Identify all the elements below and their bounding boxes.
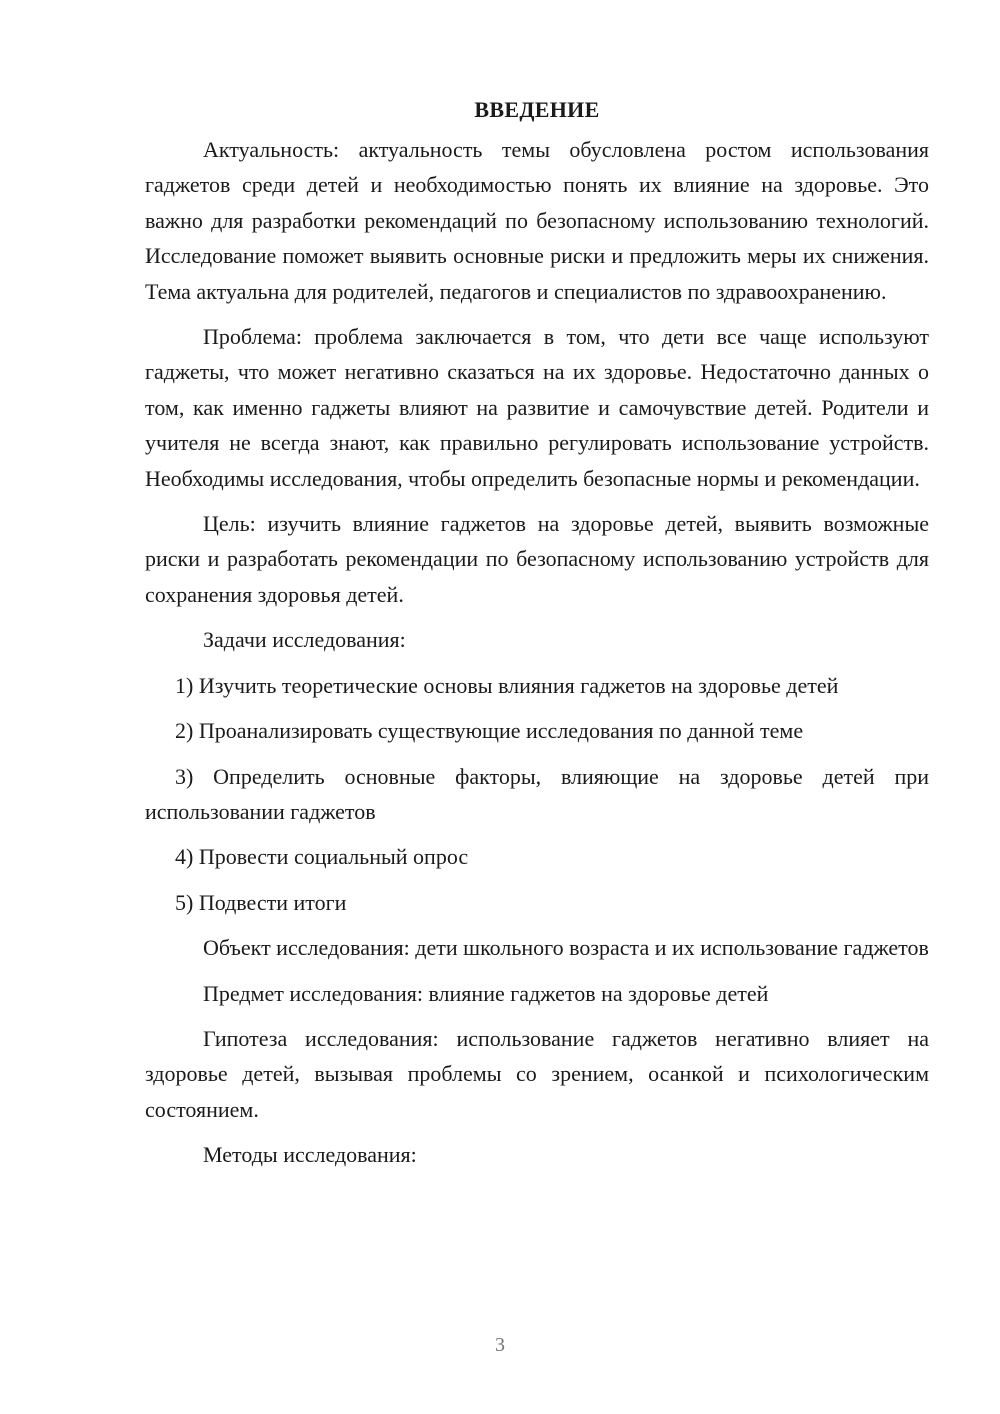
paragraph-hypothesis: Гипотеза исследования: использование гаджетов негативно влияет на здоровье детей, вызывая проблемы со зрением, осанкой и психологическим состоянием. [145, 1025, 929, 1122]
task-item-2: 2) Проанализировать существующие исследования по данной теме [175, 718, 804, 744]
task-item-5: 5) Подвести итоги [175, 889, 347, 915]
paragraph-goal: Цель: изучить влияние гаджетов на здоровье детей, выявить возможные риски и разработать рекомендации по безопасному использованию устройств для сохранения здоровья детей. [145, 511, 929, 607]
document-page [145, 92, 929, 1183]
paragraph-problem: Проблема: проблема заключается в том, что дети все чаще используют гаджеты, что может негативно сказаться на их здоровье. Недостаточно данных о том, как именно гаджеты влияют на развитие и самочувствие детей. Родители и учителя не всегда знают, как правильно регулировать использование устройств. Необходимы исследования, чтобы определить безопасные нормы и рекомендации. [145, 324, 929, 491]
methods-heading: Методы исследования: [203, 1142, 417, 1168]
task-item-1: 1) Изучить теоретические основы влияния гаджетов на здоровье детей [175, 672, 839, 698]
paragraph-subject: Предмет исследования: влияние гаджетов на здоровье детей [203, 980, 769, 1006]
task-item-4: 4) Провести социальный опрос [175, 844, 469, 870]
tasks-heading: Задачи исследования: [203, 627, 406, 653]
paragraph-relevance: Актуальность: актуальность темы обусловлена ростом использования гаджетов среди детей и необходимостью понять их влияние на здоровье. Это важно для разработки рекомендаций по безопасному использованию технологий. Исследование поможет выявить основные риски и предложить меры их снижения. Тема актуальна для родителей, педагогов и специалистов по здравоохранению. [145, 137, 929, 304]
task-item-3: 3) Определить основные факторы, влияющие на здоровье детей при использовании гаджетов [145, 763, 929, 824]
paragraph-object: Объект исследования: дети школьного возраста и их использование гаджетов [203, 935, 929, 961]
page-number: 3 [495, 1334, 505, 1356]
page-title: ВВЕДЕНИЕ [474, 97, 600, 122]
